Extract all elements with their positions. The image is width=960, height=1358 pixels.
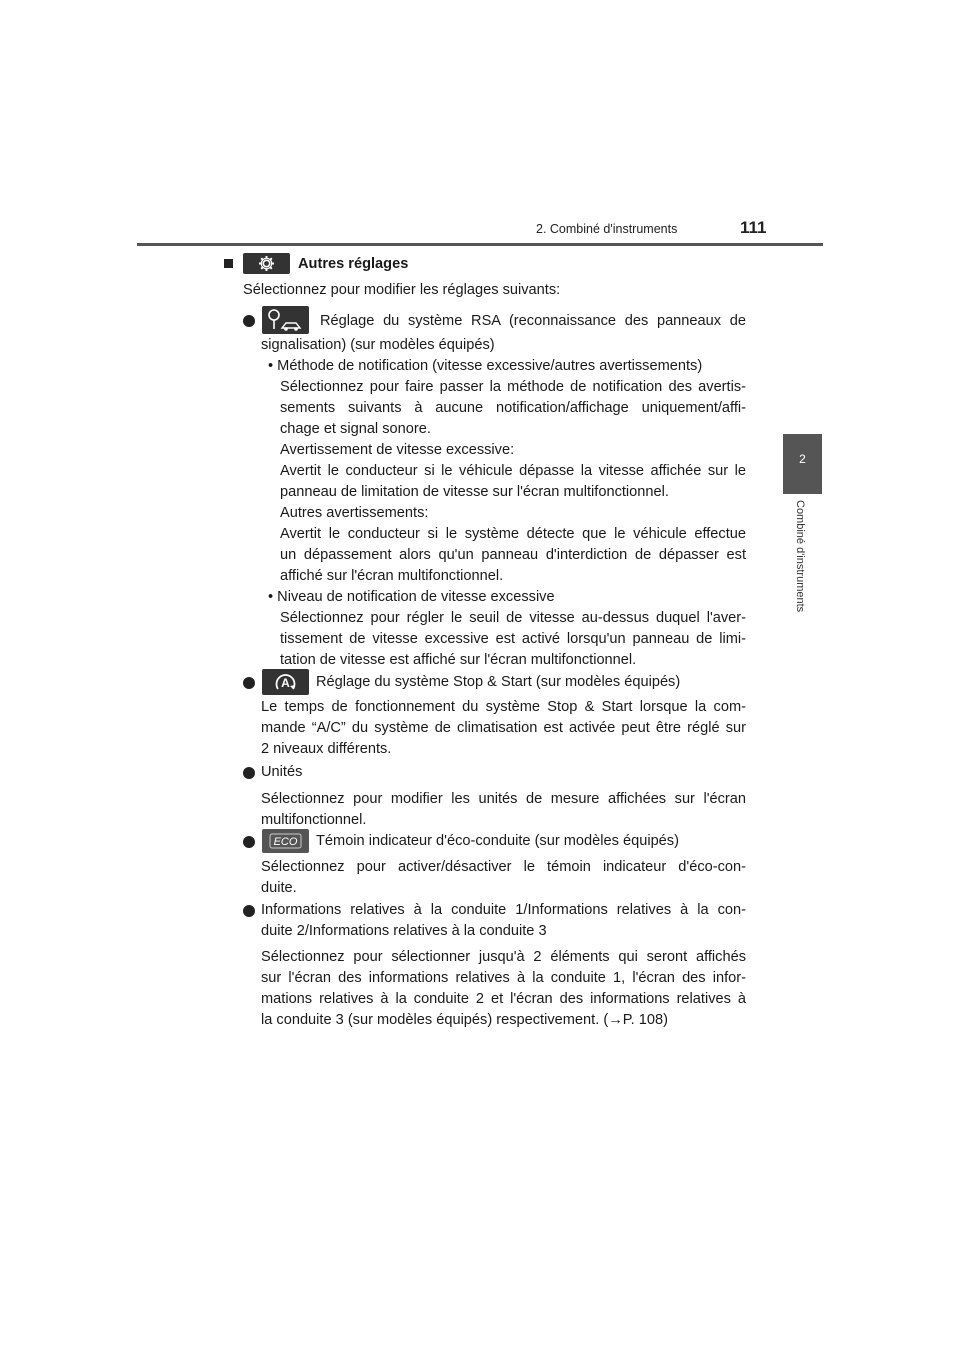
rsa-sub1-line: affiché sur l'écran multifonctionnel. — [280, 568, 504, 584]
item-bullet — [243, 315, 255, 327]
stopstart-line: Le temps de fonctionnement du système Stop & Start lorsque la com- — [261, 699, 746, 715]
units-line: multifonctionnel. — [261, 812, 367, 828]
rsa-sub2-line: tissement de vitesse excessive est activé lorsqu'un panneau de limi- — [280, 631, 746, 647]
item-bullet — [243, 677, 255, 689]
rsa-sub2-line: tation de vitesse est affiché sur l'écran multifonctionnel. — [280, 652, 637, 668]
units-title: Unités — [261, 764, 303, 780]
item-bullet — [243, 836, 255, 848]
side-tab-label-wrap — [792, 500, 812, 636]
stopstart-title: Réglage du système Stop & Start (sur modèles équipés) — [316, 674, 681, 690]
gear-icon — [243, 253, 290, 274]
rsa-sub1-line: Autres avertissements: — [280, 505, 429, 521]
stop-start-letter: A — [281, 676, 290, 690]
driving-line: Sélectionnez pour sélectionner jusqu'à 2 éléments qui seront affichés — [261, 949, 746, 965]
driving-line-last — [261, 1010, 668, 1031]
eco-indicator-icon — [262, 829, 309, 853]
stop-start-icon — [262, 669, 309, 695]
rsa-sub1-title: • Méthode de notification (vitesse excessive/autres avertissements) — [268, 358, 703, 374]
eco-line: duite. — [261, 880, 297, 896]
side-tab-label: Combiné d'instruments — [794, 500, 806, 613]
driving-title-line1: Informations relatives à la conduite 1/Informations relatives à la con- — [261, 902, 746, 918]
rsa-sub1-line: un dépassement alors qu'un panneau d'interdiction de dépasser est — [280, 547, 746, 563]
eco-title: Témoin indicateur d'éco-conduite (sur modèles équipés) — [316, 833, 679, 849]
stopstart-line: mande “A/C” du système de climatisation est activée peut être réglé sur — [261, 720, 746, 736]
section-title: Autres réglages — [298, 256, 409, 272]
driving-line: mations relatives à la conduite 2 et l'écran des informations relatives à — [261, 991, 746, 1007]
rsa-sub2-title: • Niveau de notification de vitesse excessive — [268, 589, 555, 605]
driving-line-text: la conduite 3 (sur modèles équipés) respectivement. ( — [261, 1012, 609, 1028]
rsa-sub1-line: Avertissement de vitesse excessive: — [280, 442, 515, 458]
rsa-sub1-line: chage et signal sonore. — [280, 421, 431, 437]
item-bullet — [243, 767, 255, 779]
rsa-sub1-line: Avertit le conducteur si le système détecte que le véhicule effectue — [280, 526, 746, 542]
section-bullet-square — [224, 259, 233, 268]
rsa-sub1-line: panneau de limitation de vitesse sur l'écran multifonctionnel. — [280, 484, 669, 500]
header-section-title: 2. Combiné d'instruments — [536, 222, 678, 236]
eco-line: Sélectionnez pour activer/désactiver le témoin indicateur d'éco-con- — [261, 859, 746, 875]
driving-title-line2: duite 2/Informations relatives à la conduite 3 — [261, 923, 547, 939]
stopstart-line: 2 niveaux différents. — [261, 741, 392, 757]
rsa-sub1-line: Sélectionnez pour faire passer la méthode de notification des avertis- — [280, 379, 746, 395]
page-number: 111 — [740, 218, 767, 237]
page-ref-arrow: → — [608, 1012, 623, 1028]
page-ref-link[interactable]: P. 108) — [622, 1012, 668, 1028]
rsa-title-line1: Réglage du système RSA (reconnaissance des panneaux de — [320, 313, 746, 329]
driving-line: sur l'écran des informations relatives à la conduite 1, l'écran des infor- — [261, 970, 746, 986]
eco-icon-text: ECO — [273, 836, 298, 848]
rsa-sub2-line: Sélectionnez pour régler le seuil de vitesse au-dessus duquel l'aver- — [280, 610, 746, 626]
section-intro: Sélectionnez pour modifier les réglages suivants: — [243, 282, 561, 298]
rsa-sub1-line: sements suivants à aucune notification/affichage uniquement/affi- — [280, 400, 746, 416]
item-bullet — [243, 905, 255, 917]
header-divider — [137, 243, 823, 246]
road-sign-car-icon — [262, 306, 309, 334]
rsa-title-line2: signalisation) (sur modèles équipés) — [261, 337, 495, 353]
side-tab-number: 2 — [799, 452, 806, 466]
units-line: Sélectionnez pour modifier les unités de mesure affichées sur l'écran — [261, 791, 746, 807]
rsa-sub1-line: Avertit le conducteur si le véhicule dépasse la vitesse affichée sur le — [280, 463, 746, 479]
